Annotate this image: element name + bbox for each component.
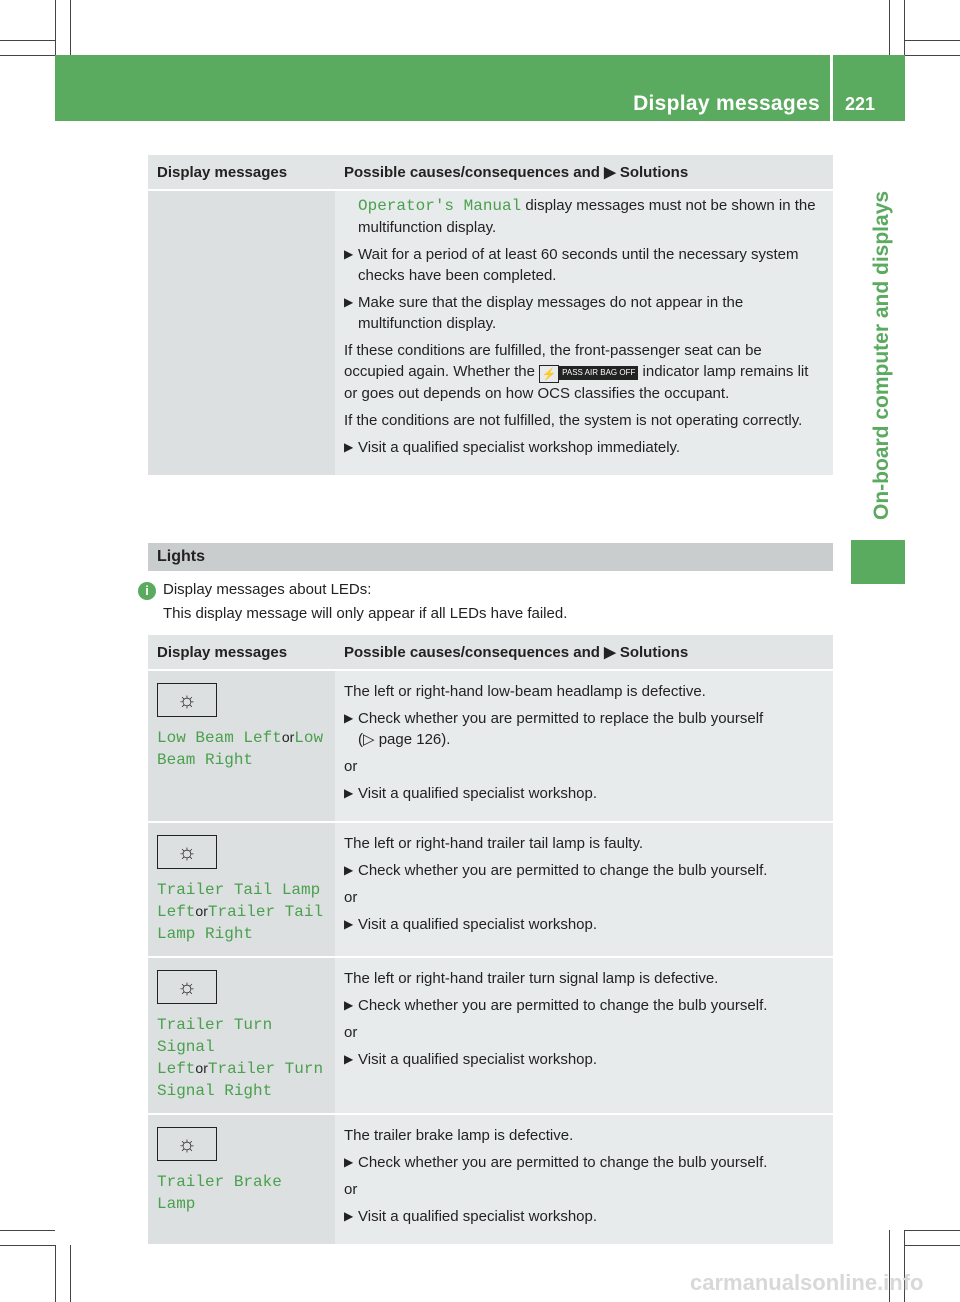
cause-text: The left or right-hand trailer tail lamp is faulty. [344, 835, 644, 852]
display-message: Trailer Tail Lamp Right [157, 903, 324, 943]
display-message: Trailer Turn Signal Right [157, 1060, 324, 1100]
table-row [148, 190, 833, 475]
step-arrow-icon: ▶ [344, 863, 354, 877]
col-header-solutions [335, 155, 833, 190]
table-row [148, 1114, 833, 1244]
bulb-icon: ☼ [157, 835, 217, 869]
list-item [344, 1049, 824, 1070]
condition-text: If these conditions are fulfilled, the front-passenger seat can be occupied again. Whether the [344, 342, 762, 380]
section-tab-marker [851, 540, 905, 584]
step-text: Check whether you are permitted to replace the bulb yourself [358, 710, 764, 727]
step-arrow-icon: ▶ [344, 1209, 354, 1223]
cause-text: The trailer brake lamp is defective. [344, 1127, 574, 1144]
passenger-seat-icon: ⚡ [539, 365, 559, 383]
crop-mark [905, 1245, 960, 1246]
list-item [344, 437, 824, 458]
step-text: Wait for a period of at least 60 seconds until the necessary system checks have been completed. [358, 246, 799, 284]
manual-display-message: Operator's Manual [358, 197, 522, 215]
list-item [344, 244, 824, 286]
crop-mark [70, 1245, 71, 1302]
col-header-suffix: Solutions [619, 163, 689, 181]
display-message: Trailer Turn Signal Left [157, 1016, 273, 1078]
condition-text: indicator lamp remains lit or goes out depends on how OCS classifies the occupant. [344, 363, 809, 402]
display-message: Trailer Brake Lamp [157, 1173, 282, 1213]
step-text: Visit a qualified specialist workshop. [358, 1208, 598, 1225]
or-text: or [344, 889, 358, 906]
step-arrow-icon: ▶ [344, 1155, 354, 1169]
table-header-row [148, 155, 833, 190]
or-word: or [195, 903, 208, 919]
message-cell [148, 190, 335, 475]
display-message: Low Beam Left [157, 729, 282, 747]
crop-mark [55, 1245, 56, 1302]
section-heading-lights: Lights [157, 548, 205, 565]
step-text: Visit a qualified specialist workshop. [358, 1051, 598, 1068]
info-icon: i [138, 582, 156, 600]
list-item [344, 783, 824, 804]
message-cell [148, 822, 335, 957]
arrow-icon: ▶ [604, 163, 616, 181]
solution-cell [335, 190, 833, 475]
col-header-messages: Display messages [148, 155, 335, 190]
table-row [148, 957, 833, 1114]
pass-air-bag-off-icon: PASS AIR BAG OFF [559, 366, 638, 380]
col-header-solutions [335, 635, 833, 670]
bulb-icon: ☼ [157, 1127, 217, 1161]
solution-cell [335, 822, 833, 957]
or-text: or [344, 758, 358, 775]
crop-mark [905, 1230, 960, 1231]
arrow-icon: ▶ [604, 643, 616, 661]
list-item [344, 914, 824, 935]
step-arrow-icon: ▶ [344, 247, 354, 261]
cause-text: The left or right-hand trailer turn signal lamp is defective. [344, 970, 719, 987]
col-header-text: Possible causes/consequences and [344, 163, 600, 181]
info-text: Display messages about LEDs: [163, 581, 372, 598]
step-arrow-icon: ▶ [344, 786, 354, 800]
step-text: Visit a qualified specialist workshop. [358, 785, 598, 802]
table-row [148, 822, 833, 957]
list-item [344, 708, 824, 750]
step-arrow-icon: ▶ [344, 440, 354, 454]
display-messages-table-continued [148, 155, 833, 475]
step-text: Check whether you are permitted to change the bulb yourself. [358, 997, 768, 1014]
solution-cell [335, 1114, 833, 1244]
condition-fail-text: If the conditions are not fulfilled, the system is not operating correctly. [344, 412, 803, 429]
solution-cell [335, 670, 833, 822]
col-header-text: Possible causes/consequences and [344, 643, 600, 661]
header-separator [830, 55, 833, 121]
step-text: Check whether you are permitted to change the bulb yourself. [358, 1154, 768, 1171]
crop-mark [0, 1230, 55, 1231]
display-message: Low Beam Right [157, 729, 324, 769]
crop-mark [0, 1245, 55, 1246]
table-row [148, 670, 833, 822]
or-text: or [344, 1181, 358, 1198]
step-arrow-icon: ▶ [344, 998, 354, 1012]
cause-text: The left or right-hand low-beam headlamp is defective. [344, 683, 706, 700]
page-reference: (▷ page 126). [358, 731, 451, 748]
list-item [344, 860, 824, 881]
message-cell [148, 1114, 335, 1244]
step-text: Visit a qualified specialist workshop immediately. [358, 439, 681, 456]
step-text: Visit a qualified specialist workshop. [358, 916, 598, 933]
solution-cell [335, 957, 833, 1114]
list-item [344, 292, 824, 334]
crop-mark [55, 0, 56, 55]
step-arrow-icon: ▶ [344, 1052, 354, 1066]
col-header-suffix: Solutions [619, 643, 689, 661]
step-arrow-icon: ▶ [344, 295, 354, 309]
step-arrow-icon: ▶ [344, 917, 354, 931]
or-word: or [281, 729, 295, 745]
step-text: Check whether you are permitted to change the bulb yourself. [358, 862, 768, 879]
col-header-messages: Display messages [148, 635, 335, 670]
crop-mark [905, 55, 960, 56]
list-item [344, 995, 824, 1016]
display-message: Trailer Tail Lamp Left [157, 881, 321, 921]
watermark: carmanualsonline.info [690, 1270, 924, 1295]
or-word: or [195, 1060, 208, 1076]
list-item [344, 1206, 824, 1227]
crop-mark [0, 55, 55, 56]
bulb-icon: ☼ [157, 683, 217, 717]
crop-mark [70, 0, 71, 55]
page-header-title: Display messages [633, 92, 820, 115]
section-sidebar-label: On-board computer and displays [870, 190, 893, 520]
crop-mark [889, 0, 890, 55]
message-cell [148, 670, 335, 822]
list-item [344, 1152, 824, 1173]
or-text: or [344, 1024, 358, 1041]
crop-mark [904, 0, 905, 55]
crop-mark [905, 40, 960, 41]
message-cell [148, 957, 335, 1114]
info-text: This display message will only appear if all LEDs have failed. [163, 605, 568, 622]
step-text: Make sure that the display messages do not appear in the multifunction display. [358, 294, 744, 332]
crop-mark [0, 40, 55, 41]
table-header-row [148, 635, 833, 670]
manual-text: display messages must not be shown in the multifunction display. [358, 197, 816, 236]
step-arrow-icon: ▶ [344, 711, 354, 725]
section-heading-bar [148, 543, 833, 571]
page-number: 221 [845, 94, 876, 114]
bulb-icon: ☼ [157, 970, 217, 1004]
lights-messages-table [148, 635, 833, 1244]
